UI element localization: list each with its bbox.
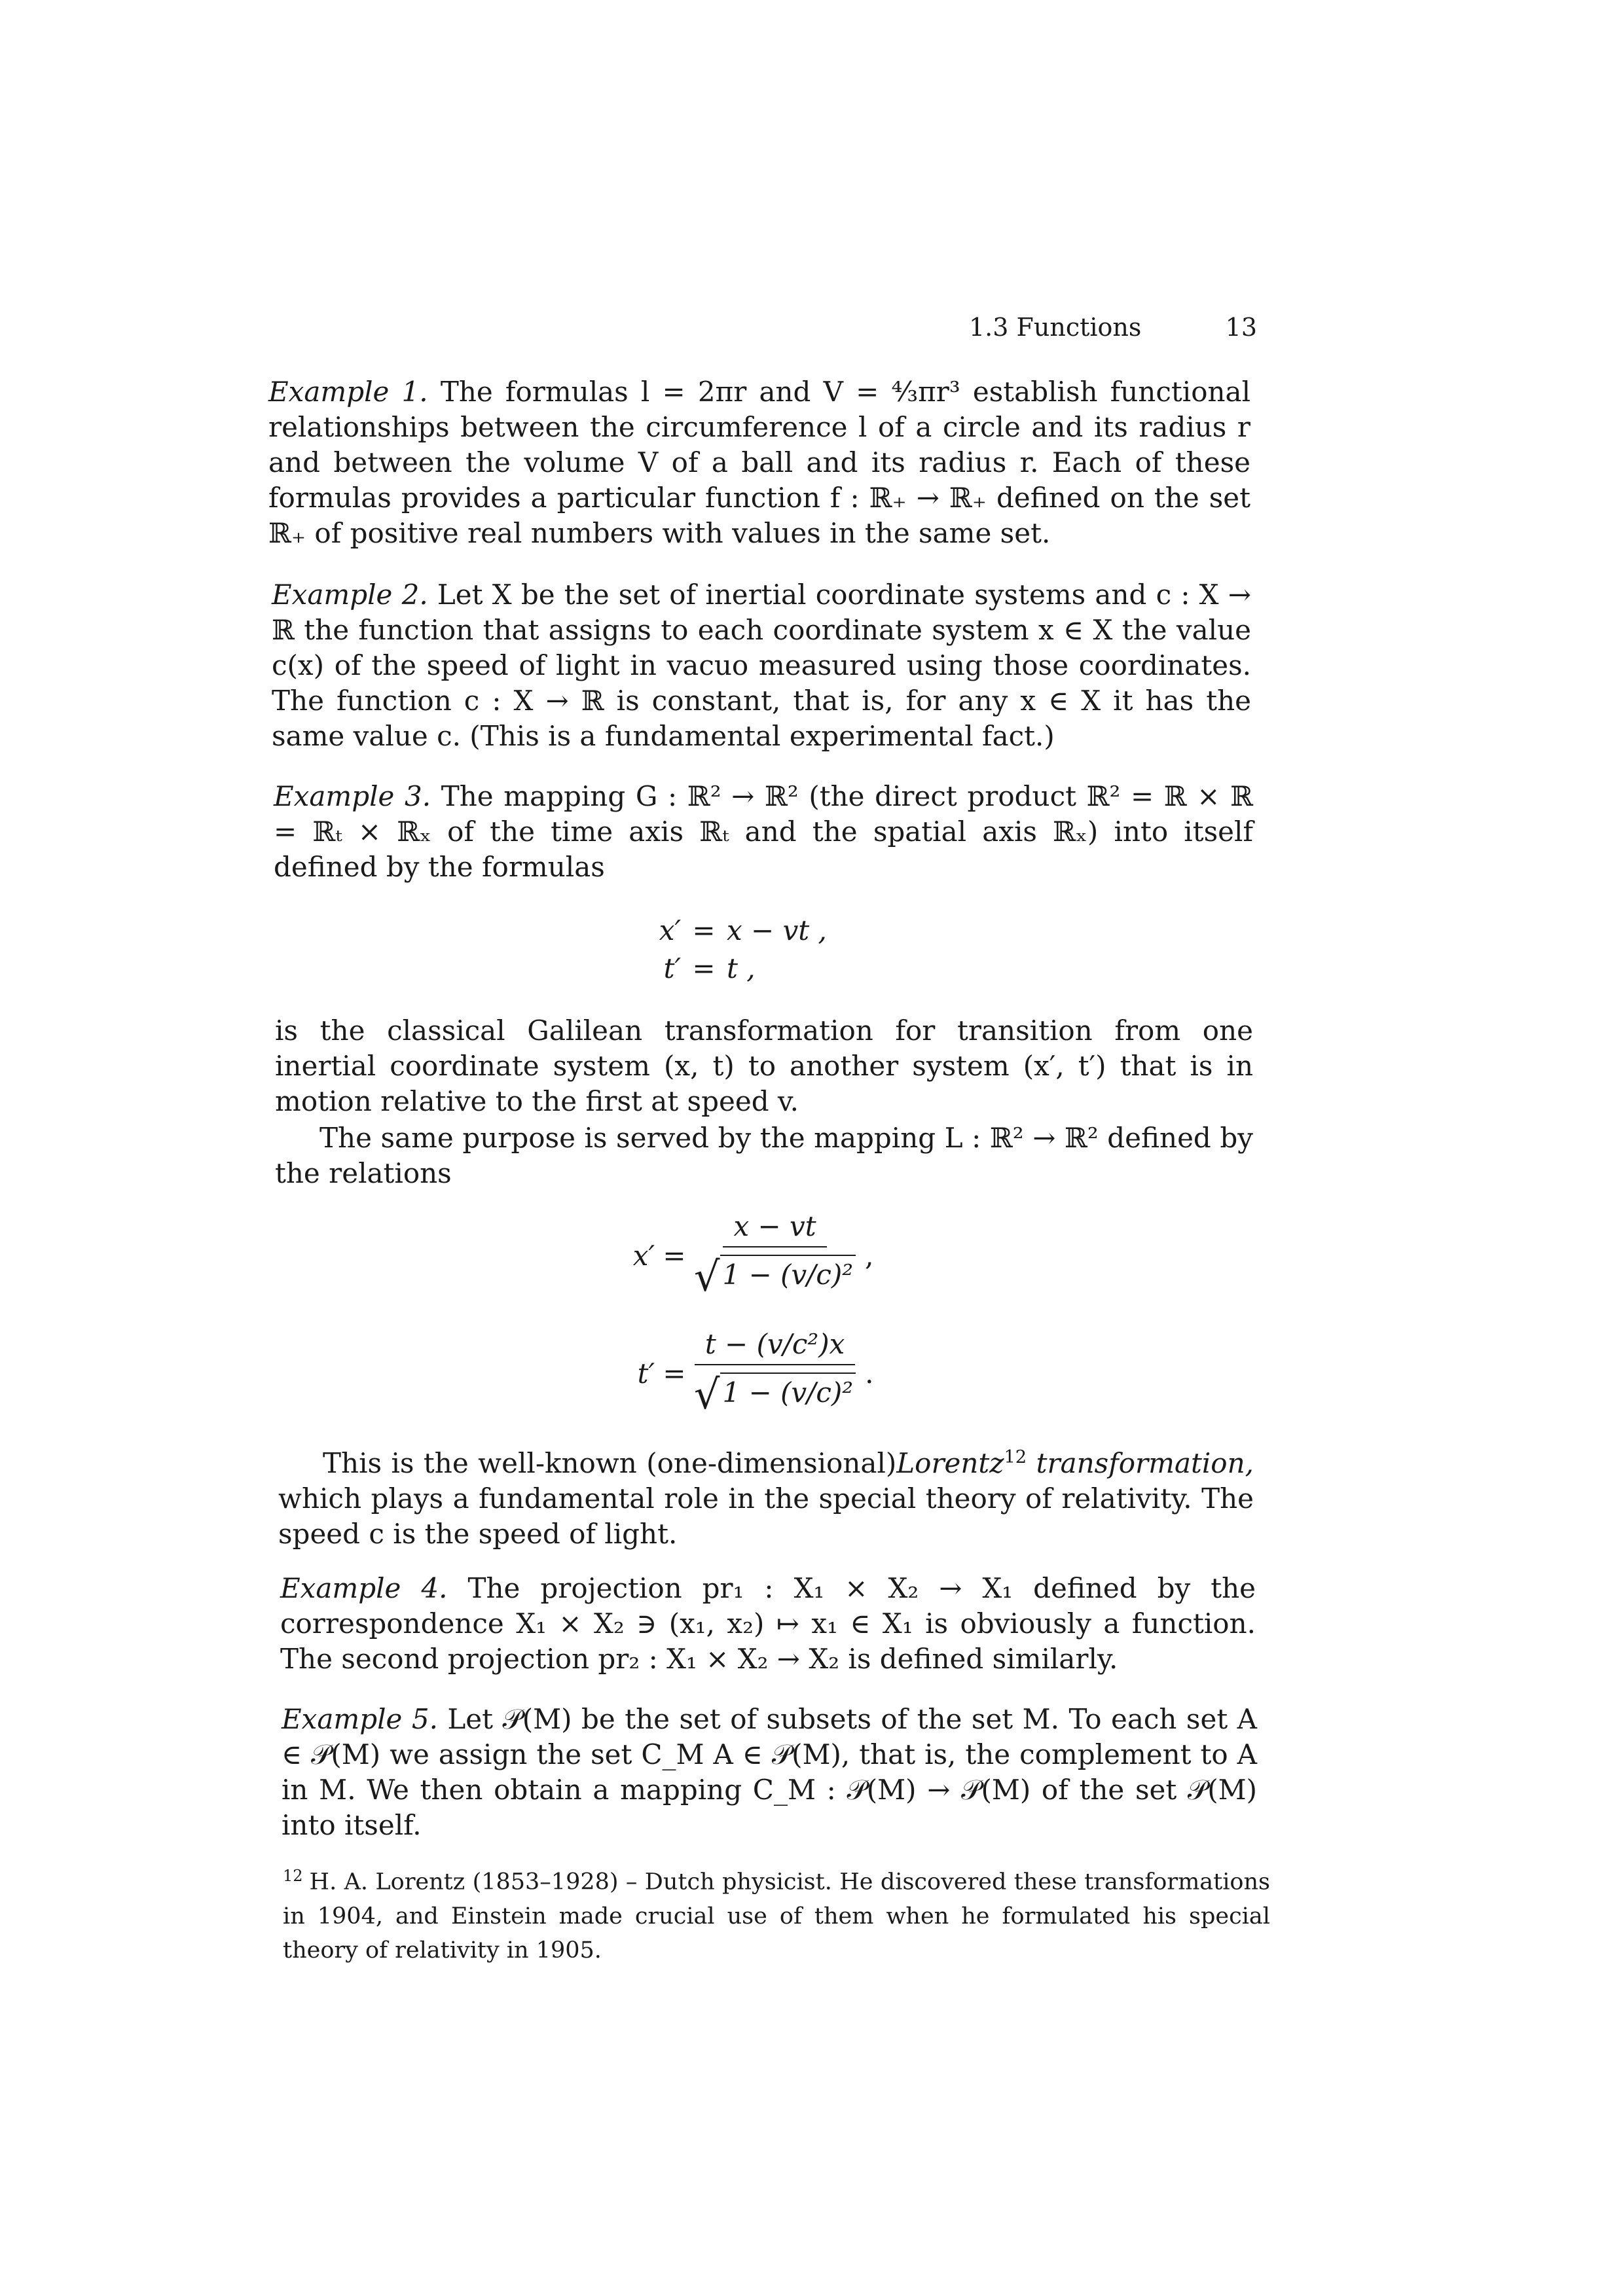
galilean-explanation	[275, 1013, 1253, 1119]
galilean-explanation-text: is the classical Galilean transformation for transition from one inertial coordinate system (x, t) to another system (x′, t′) that is in motion relative to the first at speed v.	[275, 1014, 1253, 1117]
lorentz-explanation	[278, 1440, 1254, 1552]
lorentz-name: Lorentz	[896, 1447, 1004, 1479]
lorentz-intro-text: The same purpose is served by the mapping L : ℝ² → ℝ² defined by the relations	[275, 1122, 1253, 1189]
lorentz-t-radicand: 1 − (v/c)²	[720, 1372, 856, 1408]
lorentz-x-fraction	[694, 1210, 856, 1300]
period: .	[865, 1357, 874, 1390]
galilean-x-rhs: x − vt ,	[727, 914, 827, 946]
galilean-x-lhs: x′	[659, 914, 681, 946]
running-head	[969, 313, 1257, 342]
galilean-t-rhs: t ,	[727, 952, 756, 984]
example-2-label: Example 2.	[272, 579, 428, 611]
lorentz-equations	[629, 1196, 874, 1432]
example-3-text: The mapping G : ℝ² → ℝ² (the direct product ℝ² = ℝ × ℝ = ℝₜ × ℝₓ of the time axis ℝₜ and the spatial axis ℝₓ) into itself defined by the formulas	[274, 780, 1253, 883]
galilean-eq-x	[629, 911, 827, 949]
example-1-text: The formulas l = 2πr and V = ⁴⁄₃πr³ establish functional relationships between the circumference l of a circle and its radius r and between the volume V of a ball and its radius r. Each of these formulas provides a particular function f : ℝ₊ → ℝ₊ defined on the set ℝ₊ of positive real numbers with values in the same set.	[268, 376, 1251, 549]
footnote	[283, 1859, 1270, 1967]
equals-sign: =	[663, 1357, 686, 1390]
example-5	[282, 1702, 1257, 1843]
lorentz-intro	[275, 1121, 1253, 1191]
footnote-text: H. A. Lorentz (1853–1928) – Dutch physicist. He discovered these transformations in 1904, and Einstein made crucial use of them when he formulated his special theory of relativity in 1905.	[283, 1869, 1270, 1964]
lorentz-eq-t	[629, 1314, 874, 1432]
example-4	[280, 1571, 1256, 1677]
example-4-label: Example 4.	[280, 1572, 448, 1604]
sqrt-symbol: √	[694, 1371, 720, 1418]
sqrt-symbol: √	[694, 1253, 720, 1300]
lorentz-t-fraction	[694, 1328, 856, 1418]
equals-sign: =	[663, 1239, 686, 1272]
equals-sign: =	[692, 952, 716, 984]
example-3-intro	[274, 779, 1253, 885]
example-5-text: Let 𝒫(M) be the set of subsets of the set M. To each set A ∈ 𝒫(M) we assign the set C_M A ∈ 𝒫(M), that is, the complement to A in M. We then obtain a mapping C_M : 𝒫(M) → 𝒫(M) of the set 𝒫(M) into itself.	[282, 1703, 1257, 1841]
section-title: 1.3 Functions	[969, 313, 1142, 342]
example-3-label: Example 3.	[274, 780, 431, 812]
lorentz-t-denominator	[694, 1365, 856, 1418]
lorentz-x-numerator: x − vt	[723, 1210, 826, 1247]
galilean-t-lhs: t′	[663, 952, 681, 984]
example-1	[268, 374, 1250, 551]
example-1-label: Example 1.	[268, 376, 428, 408]
galilean-eq-t	[629, 949, 827, 987]
example-5-label: Example 5.	[282, 1703, 438, 1735]
lorentz-x-radicand: 1 − (v/c)²	[720, 1255, 856, 1291]
lorentz-t-lhs: t′	[637, 1357, 655, 1390]
galilean-equations	[629, 911, 827, 987]
lorentz-explanation-start: This is the well-known (one-dimensional)	[323, 1447, 897, 1479]
lorentz-x-denominator	[694, 1247, 856, 1300]
footnote-reference: 12	[1004, 1447, 1027, 1467]
lorentz-explanation-end: which plays a fundamental role in the special theory of relativity. The speed c is the speed of light.	[278, 1482, 1254, 1550]
comma: ,	[865, 1239, 874, 1272]
example-2	[272, 577, 1251, 754]
page-number: 13	[1225, 313, 1257, 342]
lorentz-t-numerator: t − (v/c²)x	[695, 1328, 855, 1365]
lorentz-eq-x	[629, 1196, 874, 1314]
lorentz-term: transformation,	[1036, 1447, 1254, 1479]
equals-sign: =	[692, 914, 716, 946]
lorentz-x-lhs: x′	[632, 1239, 655, 1272]
footnote-mark: 12	[283, 1867, 303, 1885]
example-4-text: The projection pr₁ : X₁ × X₂ → X₁ defined by the correspondence X₁ × X₂ ∋ (x₁, x₂) ↦ x₁ ∈ X₁ is obviously a function. The second projection pr₂ : X₁ × X₂ → X₂ is defined similarly.	[280, 1572, 1256, 1675]
example-2-text: Let X be the set of inertial coordinate systems and c : X → ℝ the function that assigns to each coordinate system x ∈ X the value c(x) of the speed of light in vacuo measured using those coordinates. The function c : X → ℝ is constant, that is, for any x ∈ X it has the same value c. (This is a fundamental experimental fact.)	[272, 579, 1251, 752]
